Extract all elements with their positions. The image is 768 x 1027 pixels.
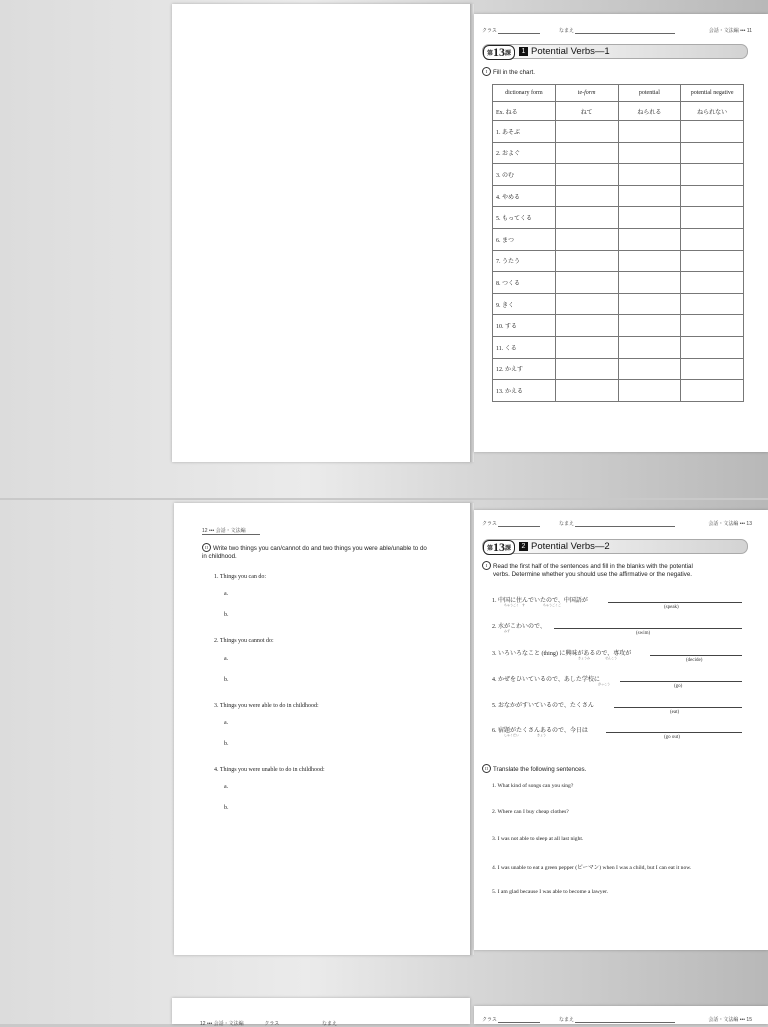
- answer-cell[interactable]: [681, 315, 744, 337]
- name-label: なまえ: [559, 28, 575, 34]
- answer-cell[interactable]: [681, 272, 744, 294]
- example-dictionary: Ex. ねる: [493, 102, 556, 121]
- chart-header-row: [493, 85, 744, 102]
- chart-row: [493, 293, 744, 315]
- lesson-title-bar: [482, 44, 748, 59]
- class-blank: [498, 526, 540, 527]
- verb-cell: 1. あそぶ: [493, 121, 556, 143]
- roman-numeral-marker: I: [482, 561, 491, 570]
- answer-cell[interactable]: [618, 336, 681, 358]
- sentence-2: 2. 水がこわいので、: [492, 624, 546, 630]
- answer-blank-6[interactable]: [606, 732, 742, 733]
- answer-a-label[interactable]: a.: [224, 784, 229, 790]
- answer-cell[interactable]: [618, 250, 681, 272]
- chart-row: [493, 336, 744, 358]
- answer-cell[interactable]: [555, 358, 618, 380]
- chart-row: [493, 250, 744, 272]
- chart-row: [493, 272, 744, 294]
- answer-blank-1[interactable]: [608, 602, 742, 603]
- answer-cell[interactable]: [618, 185, 681, 207]
- name-blank: [575, 33, 675, 34]
- answer-cell[interactable]: [618, 142, 681, 164]
- page-header: [482, 520, 768, 527]
- lesson-title: Potential Verbs—1: [531, 46, 610, 57]
- answer-cell[interactable]: [555, 272, 618, 294]
- example-te: ねて: [555, 102, 618, 121]
- instruction-two: II Translate the following sentences.: [482, 764, 586, 774]
- answer-cell[interactable]: [681, 250, 744, 272]
- sentence-3: 3. いろいろなこと (thing) に興味があるので、専攻が: [492, 651, 632, 657]
- lesson-title: Potential Verbs—2: [531, 541, 610, 552]
- answer-cell[interactable]: [618, 293, 681, 315]
- answer-cell[interactable]: [618, 358, 681, 380]
- name-label: なまえ: [559, 521, 575, 527]
- answer-cell[interactable]: [681, 121, 744, 143]
- conjugation-chart: [492, 84, 744, 402]
- instruction-one: I Fill in the chart.: [482, 67, 535, 77]
- worksheet-page-12: [174, 503, 472, 955]
- class-label: クラス: [482, 521, 497, 527]
- sentence-5: 5. おなかがすいているので、たくさん: [492, 703, 594, 709]
- col-dictionary-form: dictionary form: [493, 85, 556, 102]
- answer-blank-3[interactable]: [650, 655, 742, 656]
- answer-cell[interactable]: [618, 272, 681, 294]
- answer-cell[interactable]: [681, 164, 744, 186]
- verb-hint-5: (eat): [670, 710, 680, 715]
- col-potential: potential: [618, 85, 681, 102]
- answer-cell[interactable]: [681, 185, 744, 207]
- answer-cell[interactable]: [555, 121, 618, 143]
- answer-cell[interactable]: [618, 228, 681, 250]
- lesson-number-badge: 第13課: [483, 540, 515, 555]
- class-label: クラス: [482, 1017, 497, 1023]
- verb-hint-4: (go): [674, 684, 683, 689]
- book-page-number: 会話・文法編 ••• 15: [708, 1017, 752, 1023]
- answer-cell[interactable]: [618, 380, 681, 402]
- translation-item-4: 4. I was unable to eat a green pepper (ピーマン) when I was a child, but I can eat it now.: [492, 865, 692, 871]
- chart-row: [493, 315, 744, 337]
- col-potential-negative: potential negative: [681, 85, 744, 102]
- verb-hint-6: (go out): [664, 735, 680, 740]
- answer-cell[interactable]: [555, 293, 618, 315]
- answer-cell[interactable]: [681, 142, 744, 164]
- translation-item-2: 2. Where can I buy cheap clothes?: [492, 809, 569, 815]
- answer-cell[interactable]: [555, 250, 618, 272]
- answer-cell[interactable]: [555, 336, 618, 358]
- book-page-number: 会話・文法編 ••• 13: [708, 521, 752, 527]
- verb-hint-1: (speak): [664, 605, 679, 610]
- worksheet-page-11: [474, 14, 768, 452]
- answer-cell[interactable]: [681, 358, 744, 380]
- roman-numeral-marker: I: [482, 67, 491, 76]
- sentence-4: 4. かぜをひいているので、あした学校に: [492, 677, 600, 683]
- furigana-1: ちゅうごく す ちゅうごくご: [504, 603, 562, 607]
- chart-row: [493, 380, 744, 402]
- answer-b-label[interactable]: b.: [224, 612, 229, 618]
- class-label: クラス: [482, 28, 497, 34]
- worksheet-page-13: [474, 510, 768, 950]
- next-page-left-partial: [172, 998, 470, 1027]
- sentence-6: 6. 宿題がたくさんあるので、今日は: [492, 728, 588, 734]
- answer-a-label[interactable]: a.: [224, 656, 229, 662]
- section-number-box: 2: [519, 542, 528, 551]
- chart-row: [493, 228, 744, 250]
- answer-cell[interactable]: [555, 315, 618, 337]
- section-number-box: 1: [519, 47, 528, 56]
- instruction-one: I Read the first half of the sentences and fill in the blanks with the potential verbs. Determine whether you should use the affirmative or the negative.: [482, 561, 764, 579]
- lesson-title-bar: [482, 539, 748, 554]
- class-label: クラス: [264, 1021, 280, 1027]
- book-page-number: 12 ••• 会話・文法編: [202, 528, 260, 535]
- answer-cell[interactable]: [555, 380, 618, 402]
- answer-cell[interactable]: [681, 228, 744, 250]
- page-header: [482, 1016, 768, 1023]
- example-potential: ねられる: [618, 102, 681, 121]
- furigana-2: みず: [504, 629, 511, 633]
- answer-b-label[interactable]: b.: [224, 805, 229, 811]
- chart-row: [493, 142, 744, 164]
- answer-cell[interactable]: [681, 336, 744, 358]
- verb-cell: 5. もってくる: [493, 207, 556, 229]
- answer-blank-4[interactable]: [620, 681, 742, 682]
- verb-cell: 3. のむ: [493, 164, 556, 186]
- next-page-right-partial: [474, 1006, 768, 1024]
- roman-numeral-marker: II: [482, 764, 491, 773]
- answer-a-label[interactable]: a.: [224, 591, 229, 597]
- verb-cell: 9. きく: [493, 293, 556, 315]
- translation-item-1: 1. What kind of songs can you sing?: [492, 783, 574, 789]
- furigana-3: きょうみ せんこう: [578, 656, 618, 660]
- answer-cell[interactable]: [555, 164, 618, 186]
- name-label: なまえ: [559, 1017, 575, 1023]
- answer-b-label[interactable]: b.: [224, 741, 229, 747]
- answer-cell[interactable]: [555, 228, 618, 250]
- page-header: [482, 27, 768, 34]
- sentence-1: 1. 中国に住んでいたので、中国語が: [492, 598, 588, 604]
- group-label: 3. Things you were able to do in childhood:: [214, 703, 319, 709]
- answer-a-label[interactable]: a.: [224, 720, 229, 726]
- translation-item-3: 3. I was not able to sleep at all last night.: [492, 836, 584, 842]
- class-blank: [498, 33, 540, 34]
- answer-cell[interactable]: [681, 293, 744, 315]
- answer-cell[interactable]: [618, 207, 681, 229]
- roman-numeral-marker: II: [202, 543, 211, 552]
- book-page-number: 12 ••• 会話・文法編: [200, 1021, 244, 1027]
- answer-cell[interactable]: [681, 380, 744, 402]
- answer-blank-5[interactable]: [614, 707, 742, 708]
- blank-left-page-top: [172, 4, 472, 462]
- verb-cell: 13. かえる: [493, 380, 556, 402]
- class-blank: [498, 1022, 540, 1023]
- furigana-4: がっこう: [598, 682, 611, 686]
- chart-row: [493, 358, 744, 380]
- answer-cell[interactable]: [681, 207, 744, 229]
- verb-cell: 12. かえす: [493, 358, 556, 380]
- group-label: 4. Things you were unable to do in childhood:: [214, 767, 325, 773]
- verb-cell: 6. まつ: [493, 228, 556, 250]
- answer-cell[interactable]: [555, 207, 618, 229]
- furigana-6: しゅくだい きょう: [504, 733, 547, 737]
- chart-example-row: [493, 102, 744, 121]
- verb-cell: 8. つくる: [493, 272, 556, 294]
- answer-blank-2[interactable]: [554, 628, 742, 629]
- instruction-two: II Write two things you can/cannot do and two things you were able/unable to do in childhood.: [202, 545, 427, 560]
- chart-row: [493, 185, 744, 207]
- col-te-form: te-form: [555, 85, 618, 102]
- name-blank: [575, 1022, 675, 1023]
- answer-cell[interactable]: [618, 315, 681, 337]
- chart-row: [493, 164, 744, 186]
- verb-cell: 2. およぐ: [493, 142, 556, 164]
- verb-cell: 7. うたう: [493, 250, 556, 272]
- name-blank: [575, 526, 675, 527]
- book-page-number: 会話・文法編 ••• 11: [708, 28, 752, 34]
- group-label: 1. Things you can do:: [214, 574, 267, 580]
- chart-row: [493, 121, 744, 143]
- lesson-number-badge: 第13課: [483, 45, 515, 60]
- verb-hint-2: (swim): [636, 631, 651, 636]
- answer-b-label[interactable]: b.: [224, 677, 229, 683]
- page-header: [202, 527, 260, 534]
- answer-cell[interactable]: [555, 142, 618, 164]
- verb-hint-3: (decide): [686, 658, 703, 663]
- answer-cell[interactable]: [555, 185, 618, 207]
- chart-row: [493, 207, 744, 229]
- example-potential-negative: ねられない: [681, 102, 744, 121]
- verb-cell: 4. やめる: [493, 185, 556, 207]
- translation-item-5: 5. I am glad because I was able to become a lawyer.: [492, 889, 609, 895]
- answer-cell[interactable]: [618, 164, 681, 186]
- name-label: なまえ: [322, 1021, 338, 1027]
- answer-cell[interactable]: [618, 121, 681, 143]
- verb-cell: 10. する: [493, 315, 556, 337]
- verb-cell: 11. くる: [493, 336, 556, 358]
- group-label: 2. Things you cannot do:: [214, 638, 274, 644]
